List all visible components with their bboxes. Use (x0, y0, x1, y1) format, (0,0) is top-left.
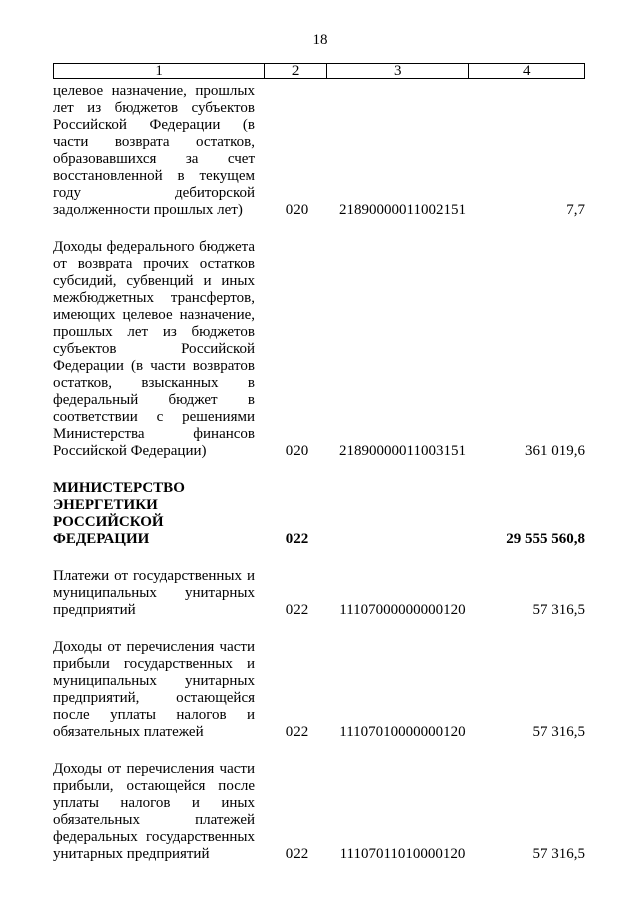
row-kbk: 11107000000000120 (339, 602, 466, 618)
row-amount: 57 316,5 (532, 724, 585, 740)
header-col-4: 4 (522, 63, 531, 79)
row-code: 020 (285, 443, 309, 459)
row-kbk: 11107010000000120 (339, 724, 466, 740)
row-amount: 361 019,6 (525, 443, 585, 459)
row-code: 020 (285, 202, 309, 218)
table-row (53, 639, 585, 741)
header-col-3: 3 (327, 64, 469, 78)
row-name: Платежи от государственных и муниципальных унитарных предприятий (53, 568, 255, 618)
row-kbk: 21890000011002151 (339, 202, 466, 218)
row-code: 022 (285, 846, 309, 862)
row-name: МИНИСТЕРСТВО ЭНЕРГЕТИКИ РОССИЙСКОЙ ФЕДЕРАЦИИ (53, 480, 185, 547)
row-amount: 7,7 (566, 202, 585, 218)
row-kbk: 11107011010000120 (339, 846, 466, 862)
row-code: 022 (285, 602, 309, 618)
row-kbk: 21890000011003151 (339, 443, 466, 459)
row-amount: 57 316,5 (532, 602, 585, 618)
table-row (53, 239, 585, 460)
header-col-2: 2 (265, 64, 327, 78)
table-row-ministry (53, 480, 585, 548)
row-code: 022 (285, 724, 309, 740)
table-row (53, 568, 585, 619)
row-name: Доходы от перечисления части прибыли государственных и муниципальных унитарных предприятий, остающейся после уплаты налогов и обязательных платежей (53, 639, 255, 740)
table-header (53, 63, 585, 79)
row-amount: 57 316,5 (532, 846, 585, 862)
table-row (53, 761, 585, 863)
row-amount: 29 555 560,8 (506, 531, 585, 547)
page-number: 18 (312, 32, 328, 48)
table-row (53, 83, 585, 219)
row-name: Доходы федерального бюджета от возврата прочих остатков субсидий, субвенций и иных межбюджетных трансфертов, имеющих целевое назначение, прошлых лет из бюджетов субъектов Российской Федерации (в части возвратов остатков, взысканных в федеральный бюджет в соответствии с решениями Министерства финансов Российской Федерации) (53, 239, 255, 459)
header-col-1: 1 (54, 64, 265, 78)
row-name: Доходы от перечисления части прибыли, остающейся после уплаты налогов и иных обязательных платежей федеральных государственных унитарных предприятий (53, 761, 255, 862)
row-name: целевое назначение, прошлых лет из бюджетов субъектов Российской Федерации (в части возврата остатков, образовавшихся за счет восстановленной в текущем году дебиторской задолженности прошлых лет) (53, 83, 255, 218)
row-code: 022 (285, 531, 309, 547)
table-body (53, 83, 585, 863)
